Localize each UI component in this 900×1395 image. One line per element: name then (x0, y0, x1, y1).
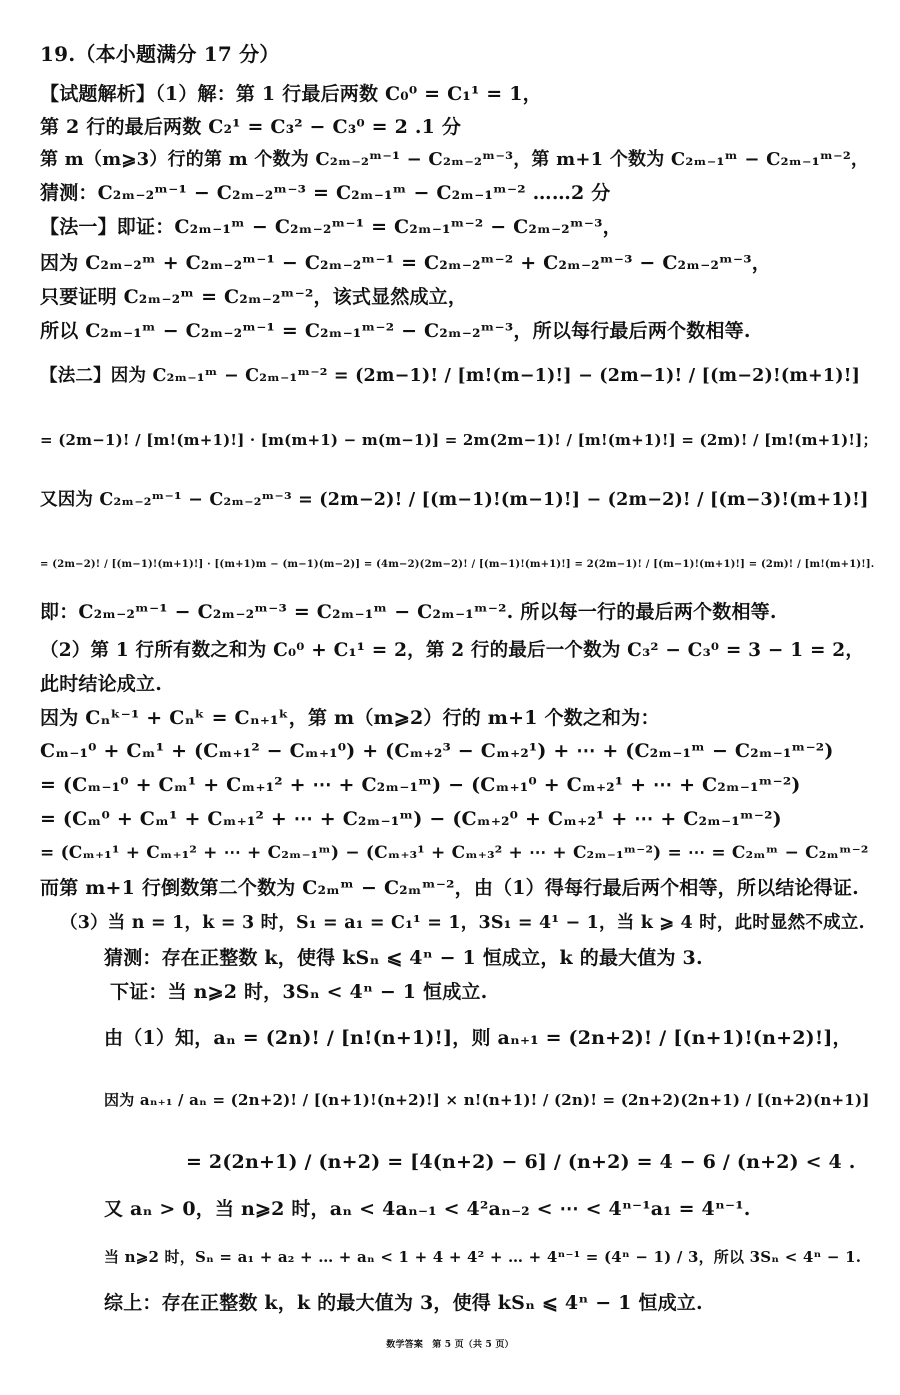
solution-line: = (2m−2)! / [(m−1)!(m+1)!] · [(m+1)m − (m−1)(m−2)] = (4m−2)(2m−2)! / [(m−1)!(m+1)!] = 2(2m−1)! / [(m−1)!(m+1)!] = (2m)! / [m!(m+1)!]. (40, 559, 875, 570)
solution-line: 因为 C₂ₘ₋₂ᵐ + C₂ₘ₋₂ᵐ⁻¹ − C₂ₘ₋₂ᵐ⁻¹ = C₂ₘ₋₂ᵐ⁻² + C₂ₘ₋₂ᵐ⁻³ − C₂ₘ₋₂ᵐ⁻³， (40, 252, 771, 274)
solution-line: 此时结论成立. (40, 673, 163, 695)
page-footer: 数学答案 第 5 页（共 5 页） (386, 1340, 514, 1350)
solution-line: （3）当 n = 1，k = 3 时，S₁ = a₁ = C₁¹ = 1，3S₁ = 4¹ − 1，当 k ⩾ 4 时，此时显然不成立. (60, 913, 865, 933)
solution-line: 猜测：存在正整数 k，使得 kSₙ ⩽ 4ⁿ − 1 恒成立，k 的最大值为 3. (104, 947, 703, 969)
solution-line: = 2(2n+1) / (n+2) = [4(n+2) − 6] / (n+2) = 4 − 6 / (n+2) < 4 . (186, 1151, 856, 1173)
solution-line: 因为 Cₙᵏ⁻¹ + Cₙᵏ = Cₙ₊₁ᵏ，第 m（m⩾2）行的 m+1 个数之和为： (40, 707, 660, 729)
solution-line: 因为 aₙ₊₁ / aₙ = (2n+2)! / [(n+1)!(n+2)!] × n!(n+1)! / (2n)! = (2n+2)(2n+1) / [(n+2)(n+1)] (104, 1091, 870, 1109)
solution-line: 而第 m+1 行倒数第二个数为 C₂ₘᵐ − C₂ₘᵐ⁻²，由（1）得每行最后两个相等，所以结论得证. (40, 877, 859, 899)
solution-line: 猜测：C₂ₘ₋₂ᵐ⁻¹ − C₂ₘ₋₂ᵐ⁻³ = C₂ₘ₋₁ᵐ − C₂ₘ₋₁ᵐ⁻² ……2 分 (40, 182, 611, 204)
solution-line: 综上：存在正整数 k，k 的最大值为 3，使得 kSₙ ⩽ 4ⁿ − 1 恒成立. (104, 1292, 703, 1314)
solution-line: 第 2 行的最后两数 C₂¹ = C₃² − C₃⁰ = 2 .1 分 (40, 116, 462, 138)
solution-line: = (Cₘ₋₁⁰ + Cₘ¹ + Cₘ₊₁² + ⋯ + C₂ₘ₋₁ᵐ) − (Cₘ₊₁⁰ + Cₘ₊₂¹ + ⋯ + C₂ₘ₋₁ᵐ⁻²) (40, 774, 801, 796)
solution-line: 即：C₂ₘ₋₂ᵐ⁻¹ − C₂ₘ₋₂ᵐ⁻³ = C₂ₘ₋₁ᵐ − C₂ₘ₋₁ᵐ⁻². 所以每一行的最后两个数相等. (40, 601, 777, 623)
solution-line: （2）第 1 行所有数之和为 C₀⁰ + C₁¹ = 2，第 2 行的最后一个数为 C₃² − C₃⁰ = 3 − 1 = 2， (40, 640, 865, 661)
solution-line: 又 aₙ > 0，当 n⩾2 时，aₙ < 4aₙ₋₁ < 4²aₙ₋₂ < ⋯ < 4ⁿ⁻¹a₁ = 4ⁿ⁻¹. (104, 1198, 751, 1220)
solution-line: Cₘ₋₁⁰ + Cₘ¹ + (Cₘ₊₁² − Cₘ₊₁⁰) + (Cₘ₊₂³ − Cₘ₊₂¹) + ⋯ + (C₂ₘ₋₁ᵐ − C₂ₘ₋₁ᵐ⁻²) (40, 740, 834, 762)
problem-title: 19.（本小题满分 17 分） (40, 42, 280, 66)
solution-line: 当 n⩾2 时，Sₙ = a₁ + a₂ + … + aₙ < 1 + 4 + 4² + … + 4ⁿ⁻¹ = (4ⁿ − 1) / 3，所以 3Sₙ < 4ⁿ − 1. (104, 1248, 862, 1266)
solution-line: 第 m（m⩾3）行的第 m 个数为 C₂ₘ₋₂ᵐ⁻¹ − C₂ₘ₋₂ᵐ⁻³，第 m+1 个数为 C₂ₘ₋₁ᵐ − C₂ₘ₋₁ᵐ⁻²， (40, 149, 870, 170)
solution-line: 【法二】因为 C₂ₘ₋₁ᵐ − C₂ₘ₋₁ᵐ⁻² = (2m−1)! / [m!(m−1)!] − (2m−1)! / [(m−2)!(m+1)!] (40, 366, 861, 386)
solution-line: 只要证明 C₂ₘ₋₂ᵐ = C₂ₘ₋₂ᵐ⁻²，该式显然成立， (40, 286, 468, 308)
solution-line: 由（1）知，aₙ = (2n)! / [n!(n+1)!]，则 aₙ₊₁ = (2n+2)! / [(n+1)!(n+2)!]， (104, 1027, 852, 1049)
solution-line: 又因为 C₂ₘ₋₂ᵐ⁻¹ − C₂ₘ₋₂ᵐ⁻³ = (2m−2)! / [(m−1)!(m−1)!] − (2m−2)! / [(m−3)!(m+1)!] (40, 490, 869, 510)
solution-line: 所以 C₂ₘ₋₁ᵐ − C₂ₘ₋₂ᵐ⁻¹ = C₂ₘ₋₁ᵐ⁻² − C₂ₘ₋₂ᵐ⁻³，所以每行最后两个数相等. (40, 320, 751, 342)
solution-line: = (2m−1)! / [m!(m+1)!] · [m(m+1) − m(m−1)] = 2m(2m−1)! / [m!(m+1)!] = (2m)! / [m!(m+1)!]； (40, 431, 878, 449)
solution-line: = (Cₘ⁰ + Cₘ¹ + Cₘ₊₁² + ⋯ + C₂ₘ₋₁ᵐ) − (Cₘ₊₂⁰ + Cₘ₊₂¹ + ⋯ + C₂ₘ₋₁ᵐ⁻²) (40, 808, 782, 830)
solution-line: = (Cₘ₊₁¹ + Cₘ₊₁² + ⋯ + C₂ₘ₋₁ᵐ) − (Cₘ₊₃¹ + Cₘ₊₃² + ⋯ + C₂ₘ₋₁ᵐ⁻²) = ⋯ = C₂ₘᵐ − C₂ₘᵐ⁻² (40, 843, 869, 863)
solution-line: 【法一】即证：C₂ₘ₋₁ᵐ − C₂ₘ₋₂ᵐ⁻¹ = C₂ₘ₋₁ᵐ⁻² − C₂ₘ₋₂ᵐ⁻³， (40, 216, 622, 238)
solution-line: 【试题解析】（1）解：第 1 行最后两数 C₀⁰ = C₁¹ = 1， (40, 83, 542, 105)
solution-line: 下证：当 n⩾2 时，3Sₙ < 4ⁿ − 1 恒成立. (110, 981, 488, 1003)
